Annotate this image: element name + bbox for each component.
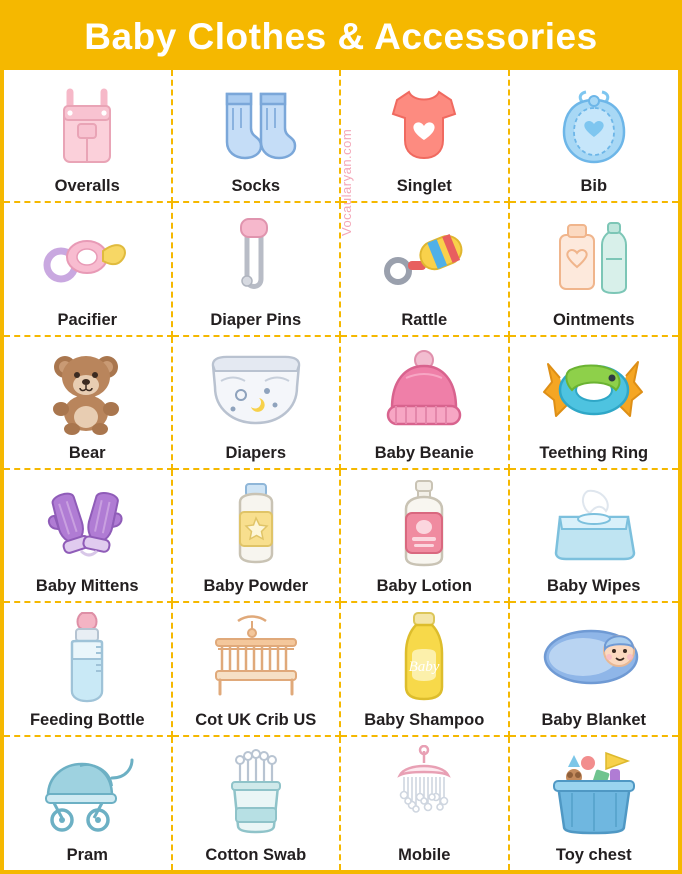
grid-cell-baby-powder[interactable] — [173, 470, 342, 603]
item-label: Cot UK Crib US — [195, 710, 317, 729]
vocabulary-grid — [4, 70, 678, 870]
item-label: Baby Powder — [203, 577, 309, 596]
item-label: Diapers — [225, 443, 287, 462]
teething-ring-icon — [510, 337, 679, 444]
grid-cell-bear[interactable] — [4, 337, 173, 470]
diapers-icon — [173, 337, 340, 444]
feeding-bottle-icon — [4, 603, 171, 710]
page-title: Baby Clothes & Accessories — [84, 16, 598, 57]
grid-cell-baby-lotion[interactable] — [341, 470, 510, 603]
blanket-icon — [510, 603, 679, 710]
grid-cell-socks[interactable] — [173, 70, 342, 203]
grid-cell-baby-beanie[interactable] — [341, 337, 510, 470]
watermark: Vocaularyan.com — [339, 128, 354, 236]
grid-cell-toy-chest[interactable] — [510, 737, 679, 870]
item-label: Baby Blanket — [541, 710, 647, 729]
bib-icon — [510, 70, 679, 177]
item-label: Socks — [231, 177, 281, 196]
grid-cell-teething-ring[interactable] — [510, 337, 679, 470]
item-label: Baby Shampoo — [364, 710, 485, 729]
overalls-icon — [4, 70, 171, 177]
ointments-icon — [510, 203, 679, 310]
socks-icon — [173, 70, 340, 177]
grid-cell-baby-blanket[interactable] — [510, 603, 679, 736]
grid-cell-rattle[interactable] — [341, 203, 510, 336]
item-label: Diaper Pins — [210, 310, 302, 329]
item-label: Overalls — [54, 177, 120, 196]
item-label: Pacifier — [57, 310, 118, 329]
item-label: Teething Ring — [539, 443, 649, 462]
item-label: Baby Beanie — [374, 443, 474, 462]
item-label: Cotton Swab — [205, 845, 307, 864]
pacifier-icon — [4, 203, 171, 310]
item-label: Ointments — [552, 310, 635, 329]
item-label: Bib — [580, 177, 608, 196]
lotion-bottle-icon — [341, 470, 508, 577]
diaper-pin-icon — [173, 203, 340, 310]
crib-icon — [173, 603, 340, 710]
grid-cell-baby-wipes[interactable] — [510, 470, 679, 603]
item-label: Pram — [66, 845, 108, 864]
pram-icon — [4, 737, 171, 846]
beanie-icon — [341, 337, 508, 444]
item-label: Mobile — [398, 845, 451, 864]
rattle-icon — [341, 203, 508, 310]
powder-bottle-icon — [173, 470, 340, 577]
grid-cell-bib[interactable] — [510, 70, 679, 203]
grid-cell-overalls[interactable] — [4, 70, 173, 203]
item-label: Bear — [68, 443, 106, 462]
grid-cell-feeding-bottle[interactable] — [4, 603, 173, 736]
grid-cell-pacifier[interactable] — [4, 203, 173, 336]
wipes-box-icon — [510, 470, 679, 577]
teddy-bear-icon — [4, 337, 171, 444]
item-label: Feeding Bottle — [29, 710, 145, 729]
grid-cell-diaper-pins[interactable] — [173, 203, 342, 336]
item-label: Rattle — [401, 310, 448, 329]
grid-cell-cot-crib[interactable] — [173, 603, 342, 736]
cotton-swab-icon — [173, 737, 340, 846]
item-label: Baby Lotion — [376, 577, 472, 596]
grid-cell-singlet[interactable] — [341, 70, 510, 203]
page-title-bar — [4, 4, 678, 70]
grid-cell-cotton-swab[interactable] — [173, 737, 342, 870]
toy-chest-icon — [510, 737, 679, 846]
item-label: Baby Mittens — [35, 577, 139, 596]
grid-cell-ointments[interactable] — [510, 203, 679, 336]
shampoo-bottle-icon — [341, 603, 508, 710]
grid-cell-pram[interactable] — [4, 737, 173, 870]
singlet-icon — [341, 70, 508, 177]
svg-text:Baby: Baby — [408, 658, 440, 675]
crib-mobile-icon — [341, 737, 508, 846]
grid-cell-diapers[interactable] — [173, 337, 342, 470]
item-label: Baby Wipes — [547, 577, 641, 596]
grid-cell-baby-shampoo[interactable] — [341, 603, 510, 736]
grid-cell-mobile[interactable] — [341, 737, 510, 870]
item-label: Toy chest — [555, 845, 632, 864]
item-label: Singlet — [396, 177, 452, 196]
mittens-icon — [4, 470, 171, 577]
grid-cell-baby-mittens[interactable] — [4, 470, 173, 603]
